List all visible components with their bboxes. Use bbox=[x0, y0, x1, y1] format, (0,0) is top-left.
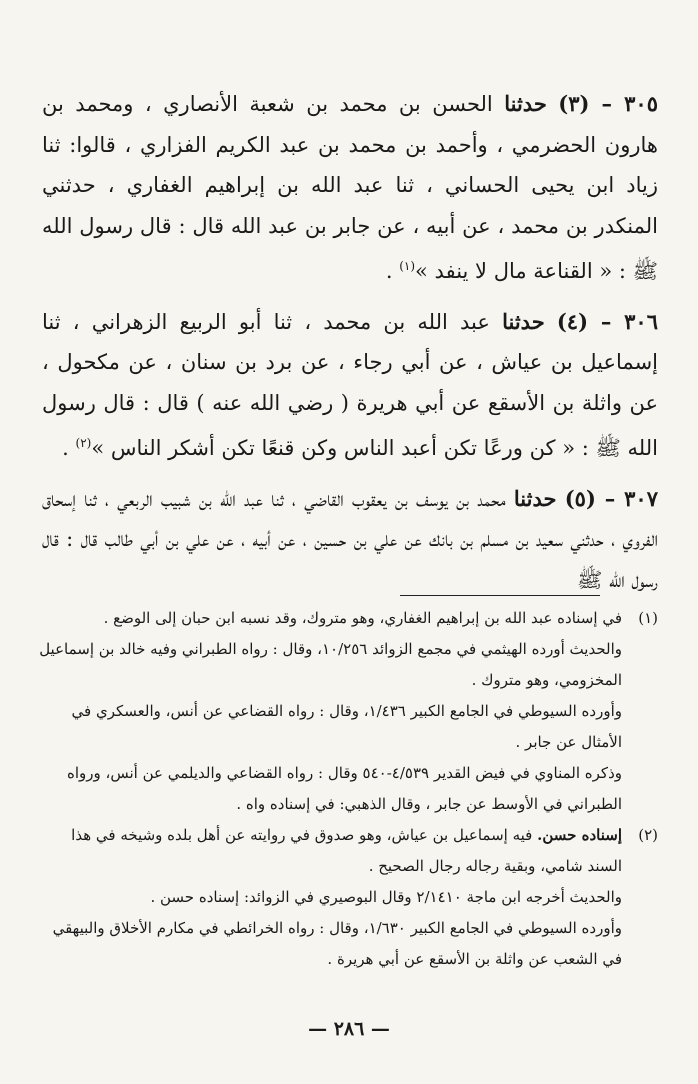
hadith-305 bbox=[42, 84, 658, 292]
footnote-ref: (٢) bbox=[75, 436, 92, 450]
footnotes bbox=[38, 603, 658, 975]
footnote-line: والحديث أخرجه ابن ماجة ٢/١٤١٠ وقال البوصيري في الزوائد: إسناده حسن . bbox=[150, 888, 622, 906]
footnote-body bbox=[38, 820, 622, 975]
footnote-1 bbox=[38, 603, 658, 820]
footnote-line: في إسناده عبد الله بن إبراهيم الغفاري، وهو متروك، وقد نسبه ابن حبان إلى الوضع . bbox=[103, 609, 622, 627]
footnote-body bbox=[38, 603, 622, 820]
footnote-ref: (١) bbox=[399, 259, 416, 273]
hadith-text: محمد بن يوسف بن يعقوب القاضي ، ثنا عبد الله بن شبيب الربعي ، ثنا إسحاق الفروي ، حدثني سعيد بن مسلم بن بانك عن علي بن حسين ، عن أبيه ، عن علي بن أبي طالب قال : قال رسول الله ﷺ bbox=[42, 486, 658, 592]
footnote-marker: (٢) bbox=[638, 826, 658, 844]
hadith-number: ٣٠٥ – (٣) bbox=[558, 91, 658, 116]
hadith-tail: . bbox=[385, 259, 393, 283]
footnote-line-text: فيه إسماعيل بن عياش، وهو صدوق في روايته عن أهل بلده وشيخه في هذا السند شامي، وبقية رجاله رجال الصحيح . bbox=[71, 826, 622, 875]
page-number: — ٢٨٦ — bbox=[308, 1018, 390, 1040]
footnote-bold-lead: إسناده حسن. bbox=[537, 826, 622, 844]
footnote-divider bbox=[400, 595, 600, 596]
hadith-tail: . bbox=[62, 436, 69, 460]
hadith-number: ٣٠٦ – (٤) bbox=[556, 308, 658, 334]
hadith-text: عبد الله بن محمد ، ثنا أبو الربيع الزهراني ، ثنا إسماعيل بن عياش ، عن أبي رجاء ، عن برد بن سنان ، عن مكحول ، عن واثلة بن الأسقع عن أبي هريرة ( رضي الله عنه ) قال : قال رسول الله ﷺ : « كن ورعًا تكن أعبد الناس وكن قنعًا تكن أشكر الناس » bbox=[42, 309, 658, 460]
hadith-306 bbox=[42, 302, 658, 469]
footnote-line bbox=[38, 820, 622, 882]
hadith-keyword: حدثنا bbox=[502, 308, 545, 334]
hadith-keyword: حدثنا bbox=[513, 485, 557, 511]
footnote-line: وأورده السيوطي في الجامع الكبير ١/٤٣٦، وقال : رواه القضاعي عن أنس، والعسكري في الأمثال عن جابر . bbox=[71, 702, 622, 751]
footnote-line: وذكره المناوي في فيض القدير ٤/٥٣٩-٥٤٠ وقال : رواه القضاعي والديلمي عن أنس، ورواه الطبراني في الأوسط عن جابر ، وقال الذهبي: في إسناده واه . bbox=[66, 764, 622, 813]
hadith-number: ٣٠٧ – (٥) bbox=[564, 485, 658, 511]
footnote-2 bbox=[38, 820, 658, 975]
hadith-307 bbox=[42, 479, 658, 601]
hadith-keyword: حدثنا bbox=[504, 91, 547, 116]
footnote-line: وأورده السيوطي في الجامع الكبير ١/٦٣٠، وقال : رواه الخرائطي في مكارم الأخلاق والبيهقي في الشعب عن واثلة بن الأسقع عن أبي هريرة . bbox=[52, 919, 622, 968]
footnote-marker: (١) bbox=[638, 609, 658, 627]
hadith-text: الحسن بن محمد بن شعبة الأنصاري ، ومحمد بن هارون الحضرمي ، وأحمد بن محمد بن عبد الكريم الفزاري ، قالوا: ثنا زياد ابن يحيى الحساني ، ثنا عبد الله بن إبراهيم الغفاري ، حدثني المنكدر بن محمد ، عن أبيه ، عن جابر بن عبد الله قال : قال رسول الله ﷺ : « القناعة مال لا ينفد » bbox=[42, 92, 658, 283]
footnote-line: والحديث أورده الهيثمي في مجمع الزوائد ١٠/٢٥٦، وقال : رواه الطبراني وفيه خالد بن إسماعيل المخزومي، وهو متروك . bbox=[39, 640, 622, 689]
